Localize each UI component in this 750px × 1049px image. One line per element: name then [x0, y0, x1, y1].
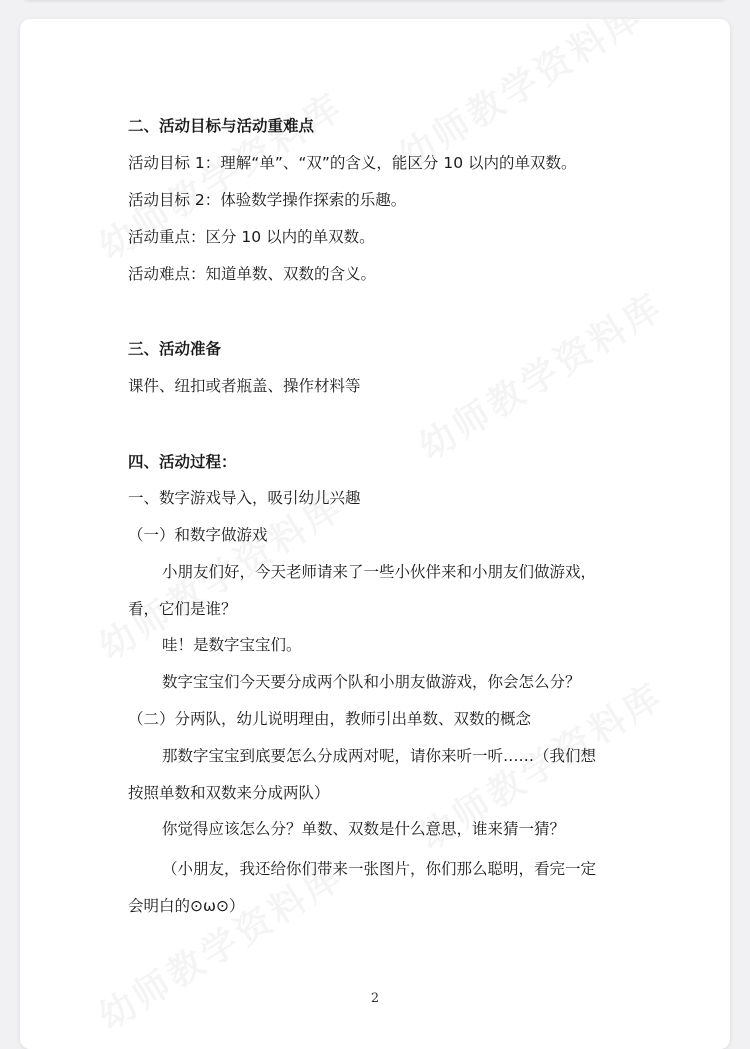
difficulty-line: 活动难点：知道单数、双数的含义。 [128, 265, 377, 283]
process-line: （二）分两队，幼儿说明理由，教师引出单数、双数的概念 [128, 710, 532, 728]
process-line: （一）和数字做游戏 [128, 526, 268, 544]
goal-line-2: 活动目标 2：体验数学操作探索的乐趣。 [128, 191, 407, 209]
page-number: 2 [370, 991, 380, 1006]
process-line: （小朋友，我还给你们带来一张图片，你们那么聪明，看完一定 [162, 860, 597, 878]
section-heading-prep: 三、活动准备 [128, 340, 222, 358]
process-line: 会明白的⊙ω⊙） [128, 897, 245, 915]
section-heading-goals: 二、活动目标与活动重难点 [128, 117, 315, 135]
process-line: 那数字宝宝到底要怎么分成两对呢，请你来听一听……（我们想 [162, 747, 597, 765]
process-line: 小朋友们好，今天老师请来了一些小伙伴来和小朋友们做游戏， [162, 563, 597, 581]
process-line: 数字宝宝们今天要分成两个队和小朋友做游戏，你会怎么分？ [162, 673, 581, 691]
process-line: 哇！是数字宝宝们。 [162, 636, 302, 654]
process-line: 一、数字游戏导入，吸引幼儿兴趣 [128, 489, 361, 507]
process-line: 你觉得应该怎么分？单数、双数是什么意思，谁来猜一猜？ [162, 820, 566, 838]
goal-line-1: 活动目标 1：理解“单”、“双”的含义，能区分 10 以内的单双数。 [128, 154, 577, 172]
key-point-line: 活动重点：区分 10 以内的单双数。 [128, 228, 375, 246]
prep-line: 课件、纽扣或者瓶盖、操作材料等 [128, 377, 361, 395]
document-page [20, 19, 730, 1049]
process-line: 看，它们是谁？ [128, 600, 237, 618]
section-heading-process: 四、活动过程： [128, 453, 237, 471]
watermark [408, 279, 672, 471]
process-line: 按照单数和双数来分成两队） [128, 784, 330, 802]
